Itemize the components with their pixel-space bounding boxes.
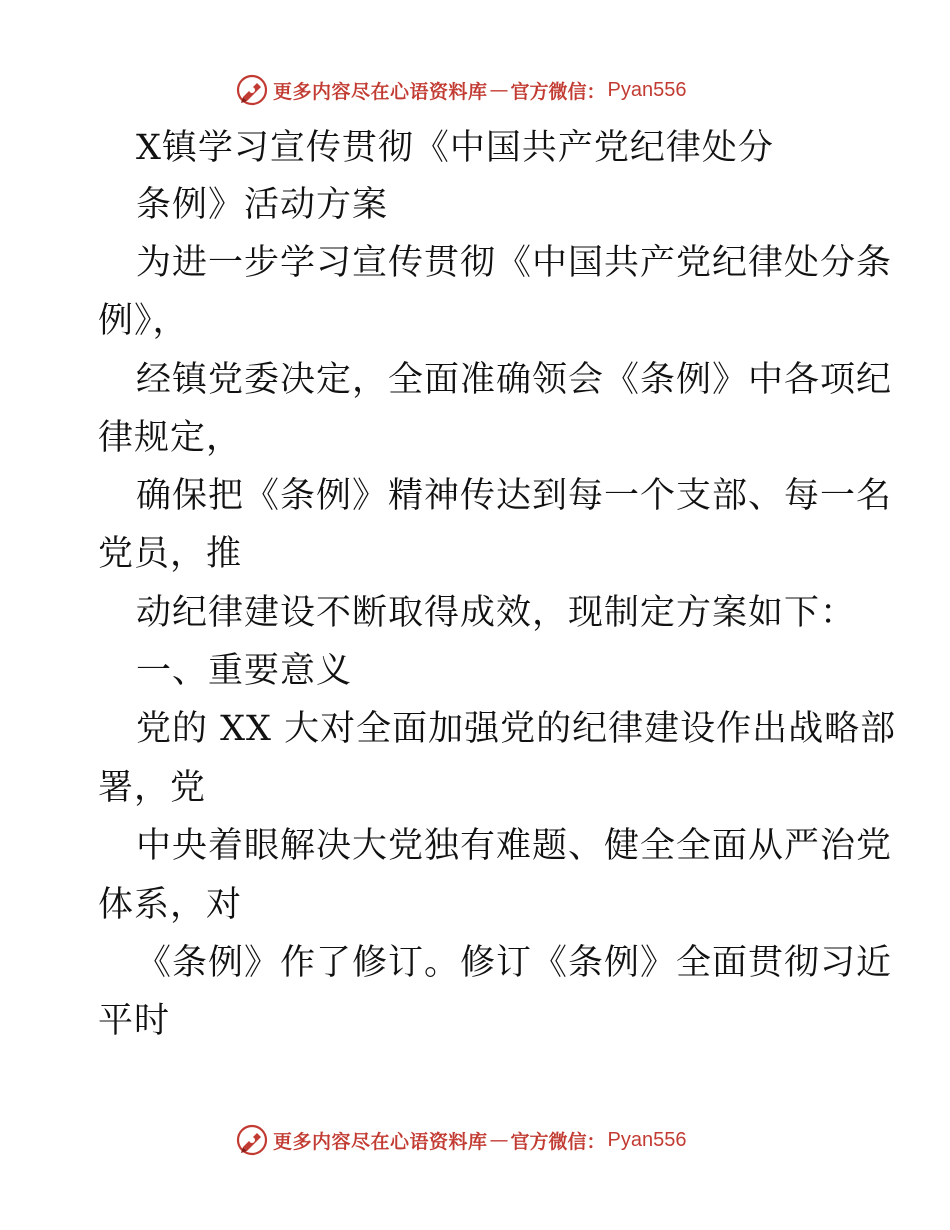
text-line: 为进一步学习宣传贯彻《中国共产党纪律处分条 <box>136 243 893 283</box>
text-line: 确保把《条例》精神传达到每一个支部、每一名 <box>136 476 893 516</box>
footer-banner <box>235 1122 687 1158</box>
pen-logo-icon <box>235 73 269 107</box>
header-banner <box>235 72 687 108</box>
section-heading: 一、重要意义 <box>136 651 353 691</box>
title-line-2: 条例》活动方案 <box>136 185 389 225</box>
text-line: 例》， <box>98 301 189 341</box>
text-line: 中央着眼解决大党独有难题、健全全面从严治党 <box>136 826 893 866</box>
text-line: 《条例》作了修订。修订《条例》全面贯彻习近 <box>136 943 893 983</box>
text-line: 党员，推 <box>98 534 243 574</box>
text-line: 动纪律建设不断取得成效，现制定方案如下： <box>136 593 857 633</box>
text-line: 署，党 <box>98 768 207 808</box>
banner-wechat-label: 官方微信： <box>510 80 606 103</box>
text-line: 体系，对 <box>98 885 243 925</box>
pen-logo-icon <box>235 1123 269 1157</box>
banner-wechat-id: Pyan556 <box>607 1128 687 1151</box>
banner-wechat-id: Pyan556 <box>607 78 687 101</box>
banner-text: 更多内容尽在心语资料库 <box>273 1130 488 1153</box>
banner-dash: — <box>489 1129 509 1151</box>
text-line: 平时 <box>98 1001 171 1041</box>
text-line: 党的 XX 大对全面加强党的纪律建设作出战略部 <box>136 709 897 749</box>
text-line: 律规定， <box>98 418 243 458</box>
banner-wechat-label: 官方微信： <box>510 1130 606 1153</box>
text-line: 经镇党委决定，全面准确领会《条例》中各项纪 <box>136 360 893 400</box>
title-line-1: X镇学习宣传贯彻《中国共产党纪律处分 <box>136 128 774 168</box>
banner-text: 更多内容尽在心语资料库 <box>273 80 488 103</box>
banner-dash: — <box>489 79 509 101</box>
